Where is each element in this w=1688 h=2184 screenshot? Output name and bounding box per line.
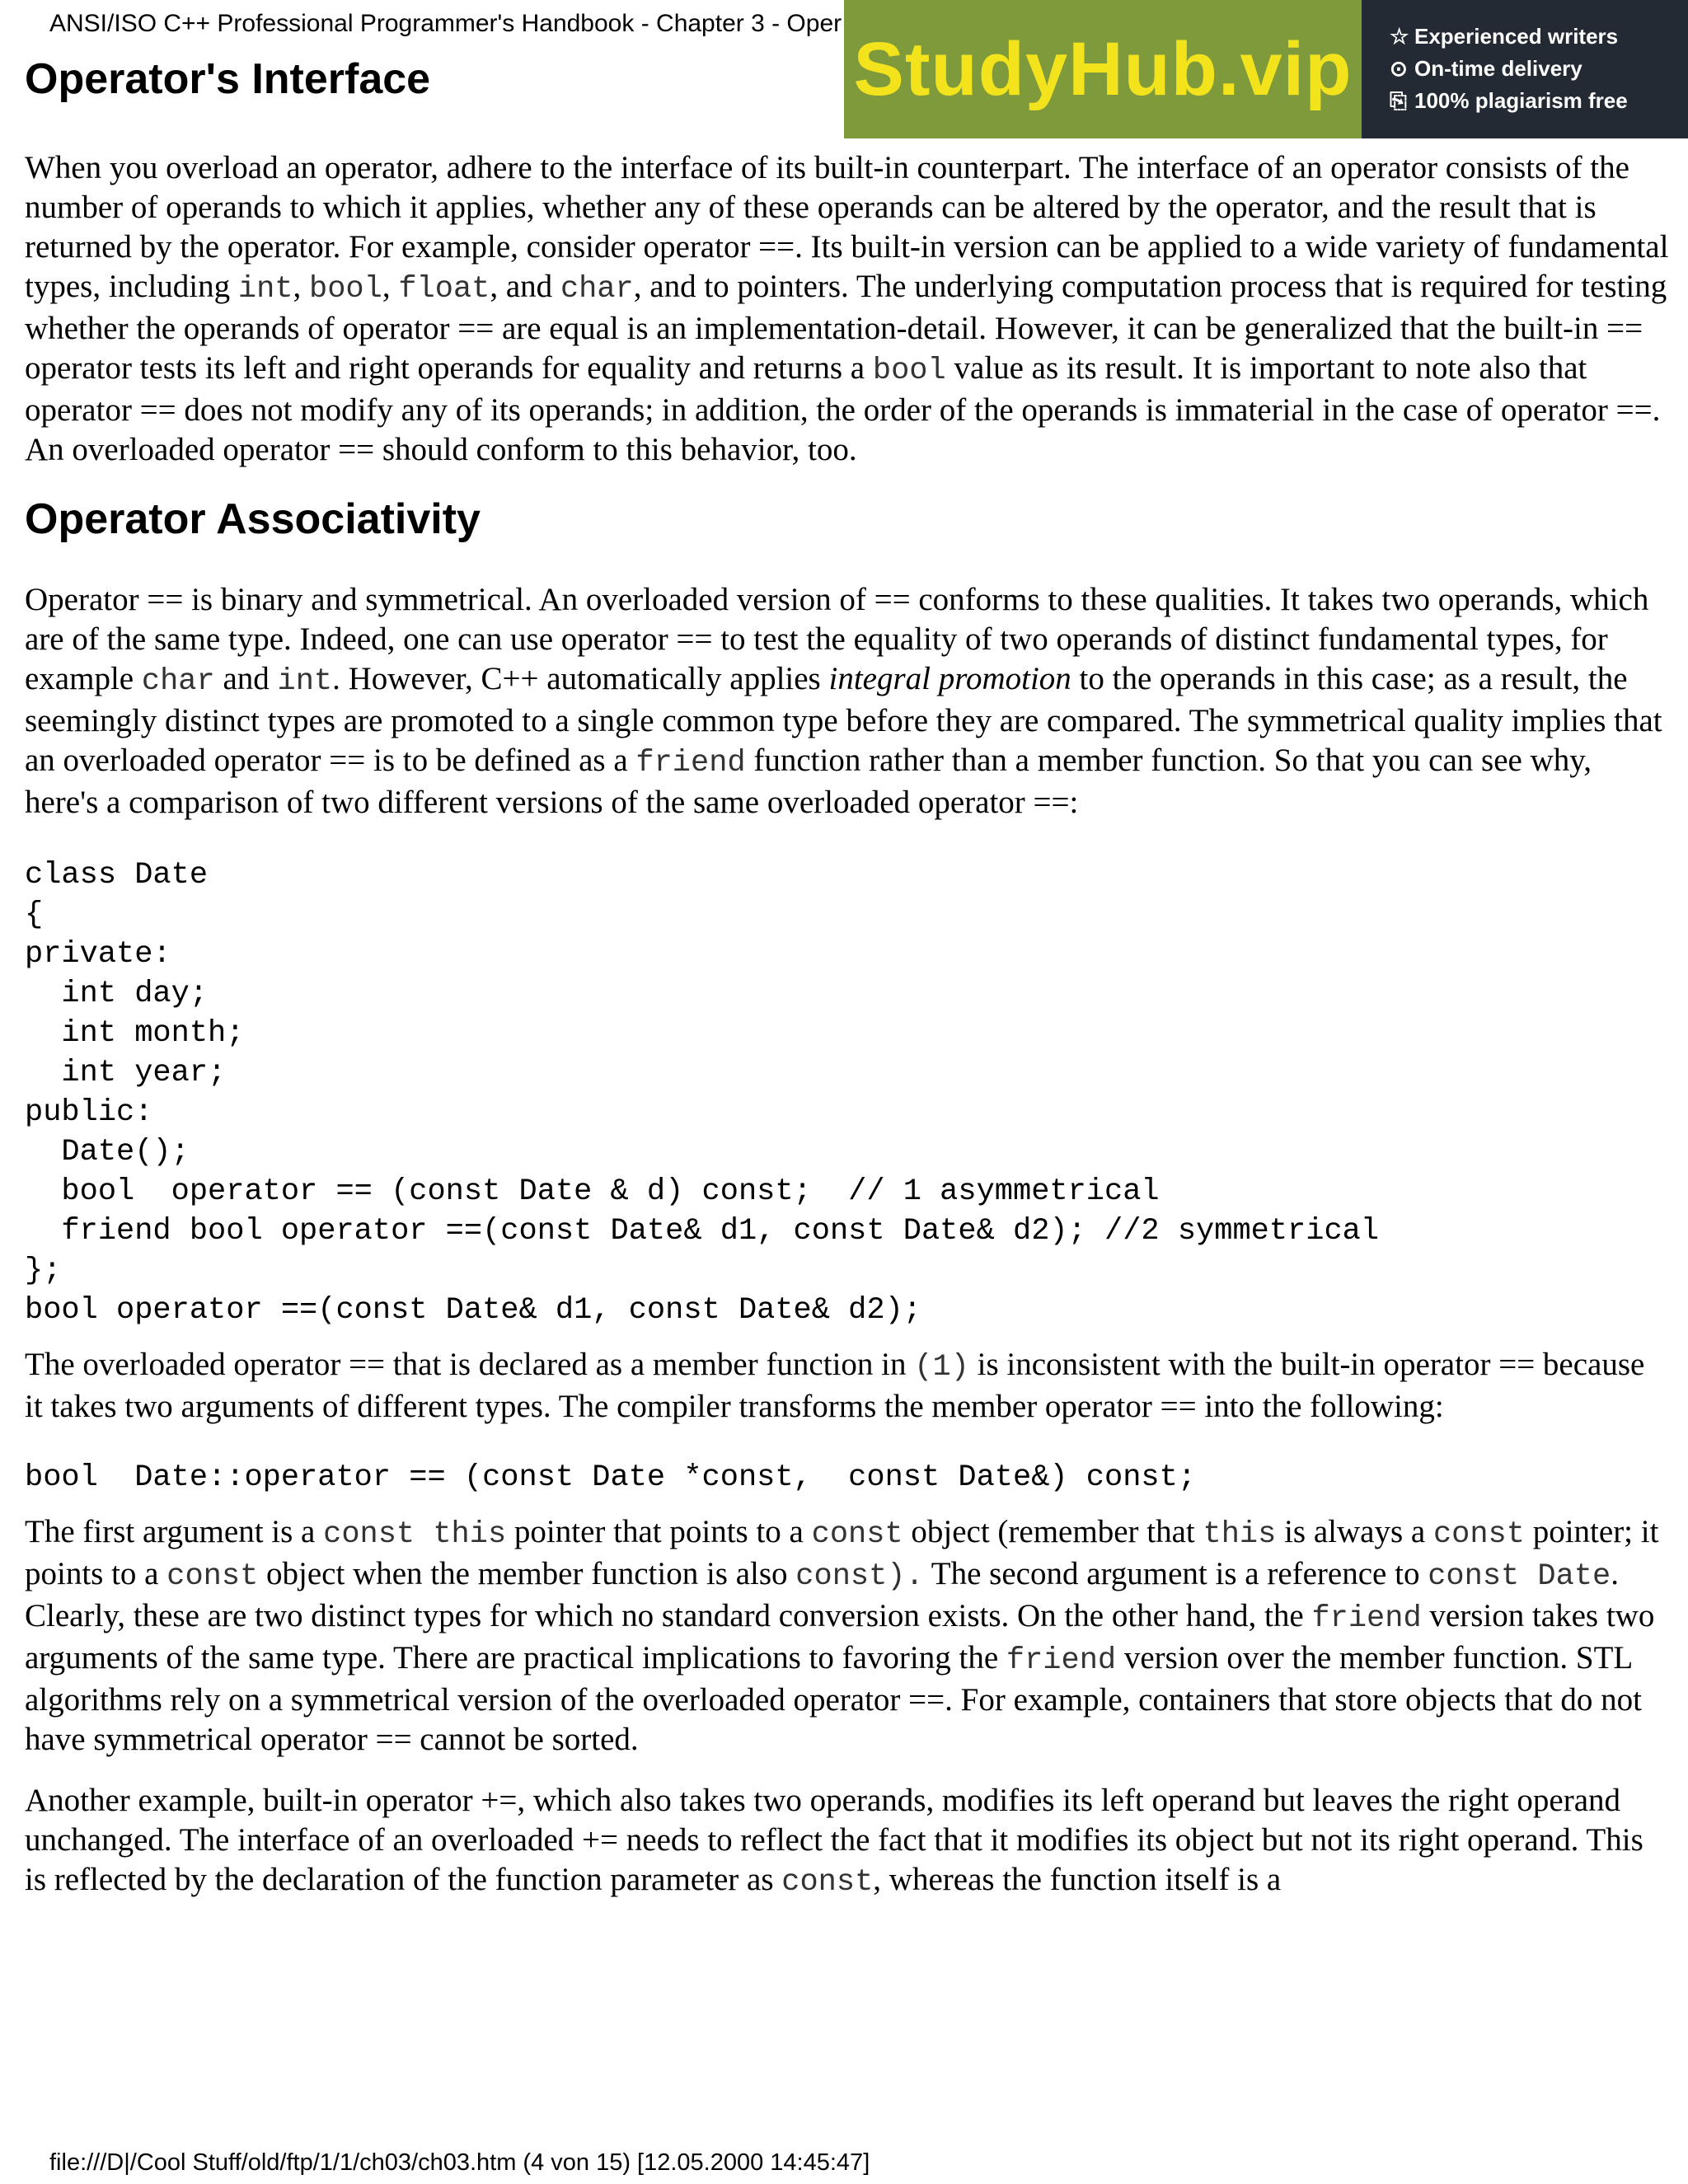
inline-code: friend bbox=[635, 746, 746, 780]
section-heading-interface: Operator's Interface bbox=[25, 55, 431, 103]
document-body bbox=[25, 48, 1669, 1902]
inline-code: friend bbox=[1006, 1643, 1117, 1678]
paragraph-interface: When you overload an operator, adhere to the interface of its built-in counterpart. The interface of an operator consists of the number of operands to which it applies, whether any of these operands can be altered by the operator, and the result that is returned by the operator. For example, consider operator ==. Its built-in version can be applied to a wide variety of fundamental types, including int, bool, float, and char, and to pointers. The underlying computation process that is required for testing whether the operands of operator == are equal is an implementation-detail. However, it can be generalized that the built-in == operator tests its left and right operands for equality and returns a bool value as its result. It is important to note also that operator == does not modify any of its operands; in addition, the order of the operands is immaterial in the case of operator ==. An overloaded operator == should conform to this behavior, too. bbox=[25, 150, 1669, 467]
file-path-footer: file:///D|/Cool Stuff/old/ftp/1/1/ch03/ch03.htm (4 von 15) [12.05.2000 14:45:47] bbox=[49, 2149, 870, 2176]
inline-code: bool bbox=[872, 354, 946, 388]
paragraph-const-this: The first argument is a const this pointer that points to a const object (remember that this is always a const pointer; it points to a const object when the member function is also const). The second argument is a reference to const Date. Clearly, these are two distinct types for which no standard conversion exists. On the other hand, the friend version takes two arguments of the same type. There are practical implications to favoring the friend version over the member function. STL algorithms rely on a symmetrical version of the overloaded operator ==. For example, containers that store objects that do not have symmetrical operator == cannot be sorted. bbox=[25, 1514, 1659, 1757]
code-block-date-class: class Date { private: int day; int month; int year; public: Date(); bool operator == (const Date & d) const; // 1 asymmetrical friend bool operator ==(const Date& d1, const Date& d2); //2 symmetrical }; bool operator ==(const Date& d1, const Date& d2); bbox=[25, 858, 1380, 1328]
ad-feature-label: 100% plagiarism free bbox=[1414, 88, 1628, 113]
inline-code: char bbox=[141, 664, 215, 699]
clock-icon: ⊙ bbox=[1390, 56, 1408, 81]
inline-code: float bbox=[398, 272, 490, 307]
inline-code: friend bbox=[1311, 1601, 1422, 1636]
inline-code: const this bbox=[323, 1517, 507, 1552]
inline-code: const bbox=[781, 1865, 874, 1900]
section-heading-associativity: Operator Associativity bbox=[25, 495, 481, 543]
paragraph-associativity: Operator == is binary and symmetrical. An overloaded version of == conforms to these qualities. It takes two operands, which are of the same type. Indeed, one can use operator == to test the equality of two operands of distinct fundamental types, for example char and int. However, C++ automatically applies integral promotion to the operands in this case; as a result, the seemingly distinct types are promoted to a single common type before they are compared. The symmetrical quality implies that an overloaded operator == is to be defined as a friend function rather than a member function. So that you can see why, here's a comparison of two different versions of the same overloaded operator ==: bbox=[25, 582, 1662, 820]
ad-feature-label: On-time delivery bbox=[1414, 56, 1582, 81]
inline-code: const). bbox=[795, 1559, 924, 1594]
paragraph-plus-equals: Another example, built-in operator +=, which also takes two operands, modifies its left operand but leaves the right operand unchanged. The interface of an overloaded += needs to reflect the fact that it modifies its object but not its right operand. This is reflected by the declaration of the function parameter as const, whereas the function itself is a bbox=[25, 1783, 1643, 1900]
page-header: ANSI/ISO C++ Professional Programmer's Handbook - Chapter 3 - Oper bbox=[49, 10, 842, 37]
emphasis: integral promotion bbox=[828, 661, 1071, 696]
paragraph-member-operator: The overloaded operator == that is declared as a member function in (1) is inconsistent with the built-in operator == because it takes two arguments of different types. The compiler transforms the member operator == into the following: bbox=[25, 1347, 1645, 1424]
inline-code: this bbox=[1203, 1517, 1277, 1552]
document-icon: ⎘ bbox=[1390, 88, 1407, 113]
ad-feature-label: Experienced writers bbox=[1414, 24, 1619, 49]
code-block-transformed: bool Date::operator == (const Date *const, const Date&) const; bbox=[25, 1460, 1197, 1495]
inline-code: char bbox=[560, 272, 634, 307]
ad-feature-experienced bbox=[1390, 24, 1688, 49]
inline-code: const bbox=[166, 1559, 259, 1594]
inline-code: int bbox=[237, 272, 293, 307]
inline-code: (1) bbox=[914, 1350, 969, 1385]
inline-code: const bbox=[1432, 1517, 1525, 1552]
star-icon: ☆ bbox=[1390, 24, 1409, 49]
ad-logo[interactable]: StudyHub.vip bbox=[844, 0, 1362, 138]
inline-code: const Date bbox=[1428, 1559, 1611, 1594]
inline-code: int bbox=[277, 664, 333, 699]
inline-code: bool bbox=[309, 272, 382, 307]
inline-code: const bbox=[811, 1517, 903, 1552]
